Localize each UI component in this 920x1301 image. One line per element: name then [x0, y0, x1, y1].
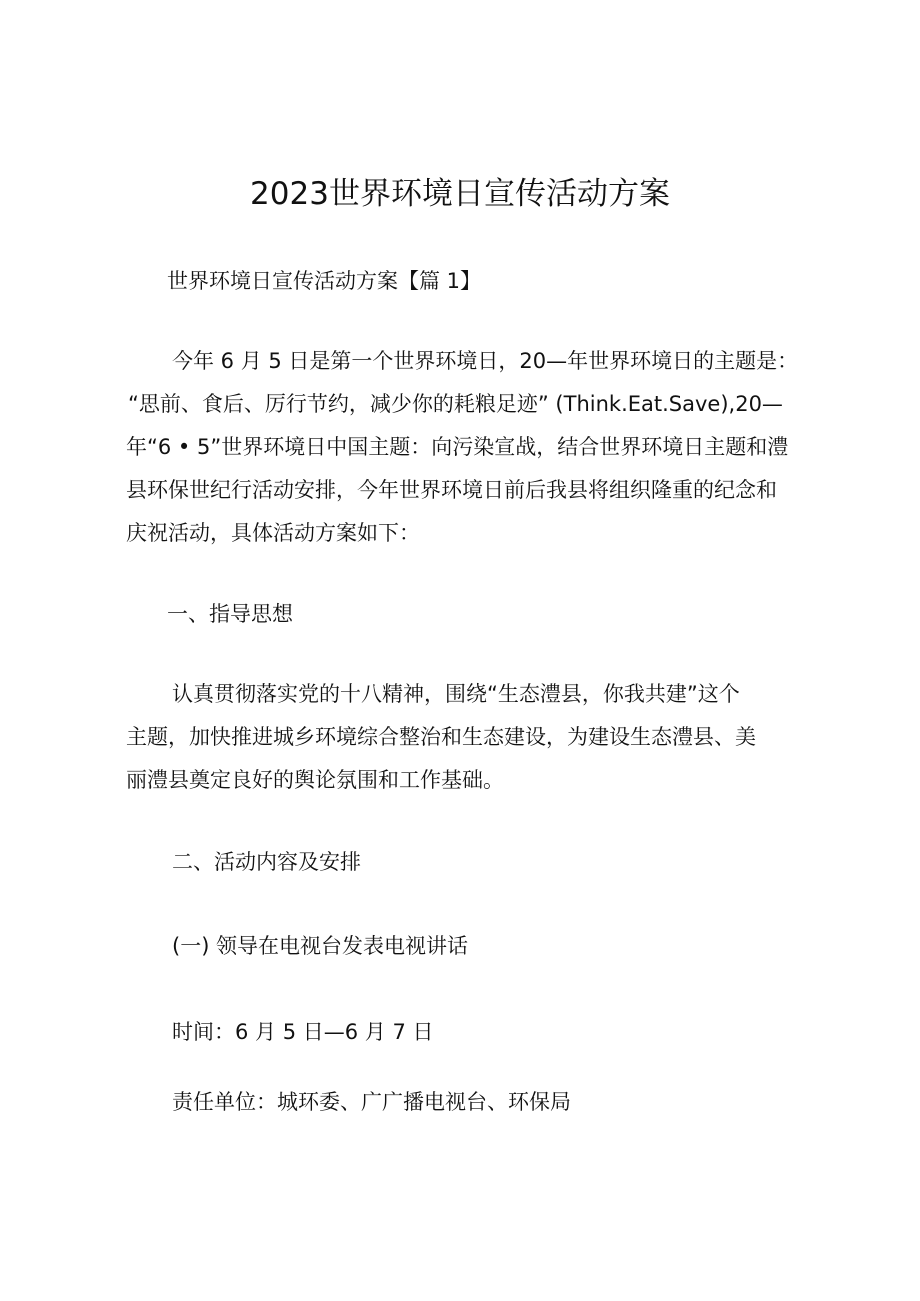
document-title: 2023世界环境日宣传活动方案 — [250, 176, 670, 212]
subsection-heading-tv-speech: (一) 领导在电视台发表电视讲话 — [172, 934, 469, 958]
intro-line: “思前、食后、厉行节约，减少你的耗粮足迹” (Think.Eat.Save),20— — [128, 392, 783, 416]
time-line: 时间：6 月 5 日—6 月 7 日 — [172, 1020, 434, 1044]
responsible-units-line: 责任单位：城环委、广广播电视台、环保局 — [172, 1090, 571, 1114]
paragraph-line: 主题，加快推进城乡环境综合整治和生态建设，为建设生态澧县、美 — [126, 725, 756, 749]
paragraph-line: 认真贯彻落实党的十八精神，围绕“生态澧县，你我共建”这个 — [172, 682, 740, 706]
document-subtitle: 世界环境日宣传活动方案【篇 1】 — [167, 269, 482, 293]
section-heading-activities: 二、活动内容及安排 — [172, 850, 361, 874]
section-heading-guiding-thought: 一、指导思想 — [167, 602, 293, 626]
intro-line: 年“6 • 5”世界环境日中国主题：向污染宣战，结合世界环境日主题和澧 — [126, 435, 789, 459]
intro-line: 县环保世纪行活动安排，今年世界环境日前后我县将组织隆重的纪念和 — [126, 478, 777, 502]
paragraph-line: 丽澧县奠定良好的舆论氛围和工作基础。 — [126, 768, 504, 792]
intro-line: 今年 6 月 5 日是第一个世界环境日，20—年世界环境日的主题是： — [172, 349, 799, 373]
intro-line: 庆祝活动，具体活动方案如下： — [126, 521, 420, 545]
